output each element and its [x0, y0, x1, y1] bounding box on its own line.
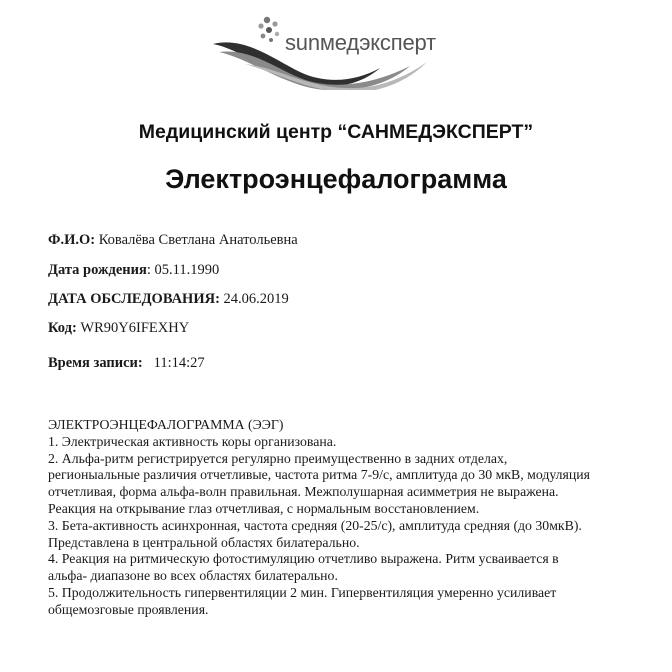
code-row [48, 320, 189, 337]
report-line: 4. Реакция на ритмическую фотостимуляцию отчетливо выражена. Ритм усваивается в [48, 551, 559, 567]
report-line: 5. Продолжительность гипервентиляции 2 мин. Гипервентиляция умеренно усиливает [48, 584, 557, 600]
report-line: 1. Электрическая активность коры организована. [48, 433, 337, 449]
record-time-label: Время записи: [48, 355, 143, 371]
logo-text: sunмедэксперт [285, 30, 436, 55]
report-line: Реакция на открывание глаз отчетливая, с нормальным восстановлением. [48, 500, 480, 516]
report-line: общемозговые проявления. [48, 601, 209, 617]
dob-label: Дата рождения [48, 262, 147, 278]
record-time-row [48, 355, 205, 372]
dob-row [48, 262, 219, 279]
eeg-report [48, 417, 658, 619]
code-value: WR90Y6IFEXHY [80, 320, 190, 336]
exam-date-row [48, 291, 289, 308]
report-line: 2. Альфа-ритм регистрируется регулярно преимущественно в задних отделах, [48, 450, 508, 466]
report-line: регионыальные различия отчетливые, частота ритма 7-9/с, амплитуда до 30 мкВ, модуляция [48, 467, 590, 483]
code-label: Код: [48, 320, 77, 336]
report-line: альфа- диапазоне во всех областях билатерально. [48, 568, 338, 584]
report-heading: ЭЛЕКТРОЭНЦЕФАЛОГРАММА (ЭЭГ) [48, 417, 284, 432]
company-logo [205, 8, 465, 90]
report-line: 3. Бета-активность асинхронная, частота средняя (20-25/с), амплитуда средняя (до 30мкВ). [48, 517, 582, 533]
dob-value: : 05.11.1990 [146, 262, 220, 278]
patient-name-value: Ковалёва Светлана Анатольевна [98, 232, 298, 248]
organization-title: Медицинский центр “САНМЕДЭКСПЕРТ” [138, 121, 534, 143]
exam-date-value: 24.06.2019 [223, 291, 289, 307]
report-line: отчетливая, форма альфа-волн правильная. Межполушарная асимметрия не выражена. [48, 484, 559, 500]
exam-date-label: ДАТА ОБСЛЕДОВАНИЯ: [48, 291, 220, 307]
record-time-value: 11:14:27 [153, 355, 205, 371]
patient-name-row [48, 232, 298, 249]
document-title: Электроэнцефалограмма [165, 164, 507, 194]
report-line: Представлена в центральной областях билатерально. [48, 534, 360, 550]
patient-name-label: Ф.И.О: [48, 232, 96, 248]
